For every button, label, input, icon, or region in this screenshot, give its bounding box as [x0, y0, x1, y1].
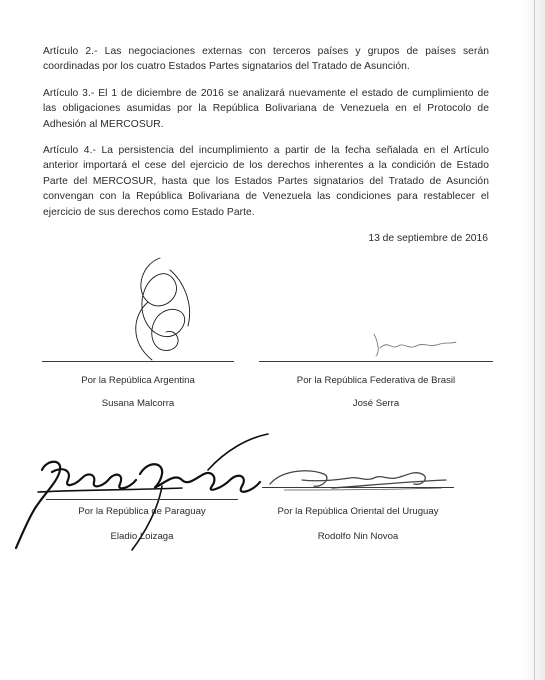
page-edge-line	[534, 0, 535, 680]
article-4-text: La persistencia del incumplimiento a partir de la fecha señalada en el Artículo anterior importará el cese del ejercicio de los derechos inherentes a la condición de Estado Parte del MERCOSUR, hasta que los Estados Partes signatarios del Tratado de Asunción convengan con la República Bolivariana de Venezuela las condiciones para restablecer el ejercicio de sus derechos como Estado Parte.	[43, 145, 489, 218]
signature-line-uruguay	[262, 487, 454, 488]
name-paraguay: Eladio Loizaga	[110, 531, 174, 542]
article-3-heading: Artículo 3.-	[43, 87, 95, 99]
signature-argentina	[112, 250, 212, 370]
signature-line-brasil	[259, 361, 493, 362]
article-3-text: El 1 de diciembre de 2016 se analizará nuevamente el estado de cumplimiento de las obligaciones asumidas por la República Bolivariana de Venezuela en el Protocolo de Adhesión al MERCOSUR.	[43, 87, 489, 130]
article-2-heading: Artículo 2.-	[43, 46, 98, 57]
caption-argentina: Por la República Argentina	[81, 375, 195, 386]
article-3	[43, 86, 489, 132]
document-date: 13 de septiembre de 2016	[368, 233, 488, 244]
article-2-text: Las negociaciones externas con terceros países y grupos de países serán coordinadas por los cuatro Estados Partes signatarios del Tratado de Asunción.	[43, 46, 489, 73]
name-brasil: José Serra	[352, 398, 400, 409]
article-4-heading: Artículo 4.-	[43, 145, 96, 157]
signature-brasil	[370, 330, 460, 360]
caption-uruguay: Por la República Oriental del Uruguay	[277, 506, 439, 517]
caption-paraguay: Por la República de Paraguay	[78, 506, 206, 517]
caption-brasil: Por la República Federativa de Brasil	[296, 375, 456, 386]
articles-block	[43, 44, 489, 231]
article-2	[43, 44, 489, 75]
article-4	[43, 143, 489, 220]
signature-uruguay	[262, 460, 452, 500]
name-uruguay: Rodolfo Nin Novoa	[317, 531, 399, 542]
signature-line-paraguay	[46, 499, 238, 500]
name-argentina: Susana Malcorra	[101, 398, 175, 409]
signature-line-argentina	[42, 361, 234, 362]
